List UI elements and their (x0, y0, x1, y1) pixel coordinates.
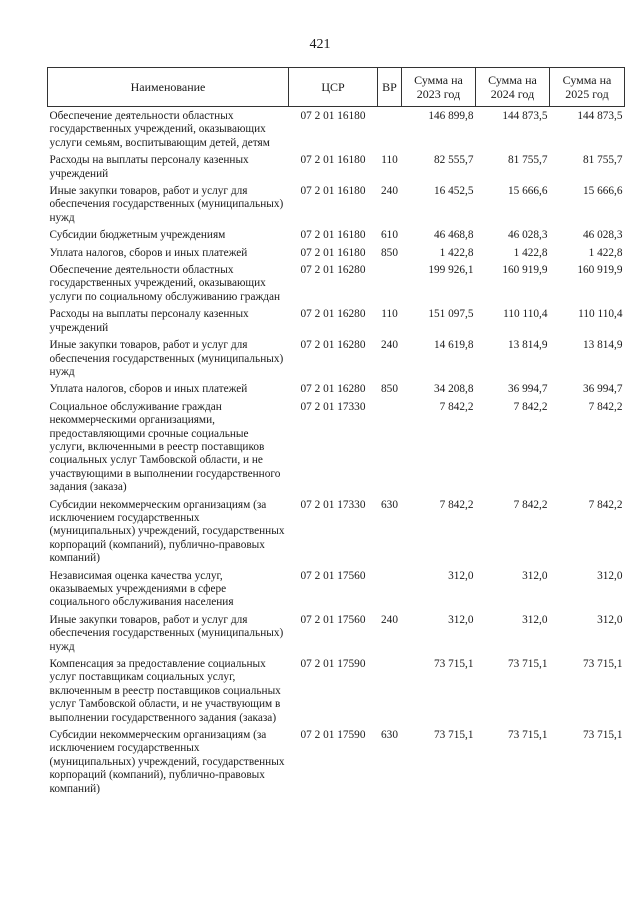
row-sum-2025: 110 110,4 (578, 308, 623, 321)
row-sum-2025: 312,0 (597, 569, 623, 582)
table-row (48, 401, 625, 499)
row-sum-2024: 110 110,4 (503, 308, 548, 321)
row-sum-2024: 81 755,7 (507, 154, 548, 167)
row-vr: 850 (381, 246, 398, 259)
row-sum-2023: 34 208,8 (433, 383, 474, 396)
row-vr: 850 (381, 383, 398, 396)
row-sum-2023: 199 926,1 (428, 264, 474, 277)
row-sum-2025: 13 814,9 (582, 339, 623, 352)
row-sum-2024: 7 842,2 (513, 400, 548, 413)
row-sum-2025: 7 842,2 (588, 498, 623, 511)
row-name: Иные закупки товаров, работ и услуг для обеспечения государственных (муниципальных) нужд (49, 613, 284, 653)
row-sum-2025: 312,0 (597, 613, 623, 626)
row-sum-2025: 144 873,5 (577, 110, 623, 122)
row-vr: 240 (381, 613, 398, 626)
page-number: 421 (309, 37, 331, 52)
row-name: Обеспечение деятельности областных государственных учреждений, оказывающих услуги семьям, воспитывающим детей, детям (49, 110, 270, 149)
table-header-row (48, 68, 625, 107)
row-csr: 07 2 01 17330 (300, 498, 366, 511)
row-vr: 110 (381, 308, 398, 321)
row-csr: 07 2 01 16180 (300, 229, 366, 242)
row-name: Социальное обслуживание граждан некоммерческими организациями, предоставляющими срочные социальные услуги, включенными в реестр поставщиков социальных услуг Тамбовской области, и не участвующими в выполнении государственного задания (заказа) (49, 400, 281, 494)
row-csr: 07 2 01 16280 (300, 339, 366, 352)
header-name: Наименование (48, 68, 289, 107)
row-sum-2023: 14 619,8 (433, 339, 474, 352)
row-csr: 07 2 01 16180 (300, 185, 366, 198)
row-sum-2025: 15 666,6 (582, 185, 623, 198)
row-sum-2025: 81 755,7 (582, 154, 623, 167)
row-csr: 07 2 01 16180 (300, 246, 366, 259)
budget-table (47, 67, 625, 800)
row-name: Иные закупки товаров, работ и услуг для обеспечения государственных (муниципальных) нужд (49, 339, 284, 378)
row-name: Субсидии некоммерческим организациям (за исключением государственных (муниципальных) учреждений, государственных корпораций (компаний), публично-правовых компаний) (49, 498, 285, 565)
table-row (48, 185, 625, 229)
table-row (48, 308, 625, 339)
row-name: Независимая оценка качества услуг, оказываемых учреждениями в сфере социального обслуживания населения (49, 569, 234, 609)
row-csr: 07 2 01 16280 (300, 264, 366, 277)
row-sum-2024: 1 422,8 (513, 246, 548, 259)
row-csr: 07 2 01 16180 (300, 110, 366, 122)
row-name: Уплата налогов, сборов и иных платежей (49, 383, 248, 396)
row-vr (378, 658, 402, 729)
header-csr: ЦСР (289, 68, 378, 107)
row-csr: 07 2 01 17590 (300, 658, 366, 671)
row-name: Субсидии бюджетным учреждениям (49, 229, 226, 242)
row-csr: 07 2 01 16280 (300, 383, 366, 396)
row-vr: 630 (381, 498, 398, 511)
table-row (48, 229, 625, 246)
table-row (48, 107, 625, 155)
row-sum-2023: 82 555,7 (433, 154, 474, 167)
header-vr: ВР (378, 68, 402, 107)
row-sum-2023: 16 452,5 (433, 185, 474, 198)
table-row (48, 570, 625, 614)
header-sum-2023: Сумма на 2023 год (402, 68, 476, 107)
row-csr: 07 2 01 16180 (300, 154, 366, 167)
row-csr: 07 2 01 17560 (300, 613, 366, 626)
table-row (48, 383, 625, 400)
row-sum-2024: 46 028,3 (507, 229, 548, 242)
row-sum-2025: 73 715,1 (582, 658, 623, 671)
row-sum-2024: 312,0 (522, 613, 548, 626)
row-sum-2023: 312,0 (448, 613, 474, 626)
row-sum-2024: 144 873,5 (502, 110, 548, 122)
header-sum-2025: Сумма на 2025 год (550, 68, 625, 107)
row-sum-2024: 312,0 (522, 569, 548, 582)
row-vr: 110 (381, 154, 398, 167)
table-row (48, 614, 625, 658)
row-vr (378, 570, 402, 614)
row-sum-2023: 151 097,5 (428, 308, 474, 321)
row-name: Субсидии некоммерческим организациям (за исключением государственных (муниципальных) учреждений, государственных корпораций (компаний), публично-правовых компаний) (49, 729, 285, 795)
row-name: Уплата налогов, сборов и иных платежей (49, 246, 248, 259)
table-row (48, 729, 625, 800)
row-vr: 610 (381, 229, 398, 242)
table-row (48, 154, 625, 185)
row-sum-2024: 160 919,9 (502, 264, 548, 277)
row-vr (378, 264, 402, 308)
row-csr: 07 2 01 17560 (300, 569, 366, 582)
row-sum-2025: 1 422,8 (588, 246, 623, 259)
row-sum-2025: 46 028,3 (582, 229, 623, 242)
row-name: Компенсация за предоставление социальных услуг поставщикам социальных услуг, включенным в реестр поставщиков социальных услуг Тамбовской области, и не участвующим в выполнении государственного задания (заказа) (49, 658, 281, 724)
row-name: Расходы на выплаты персоналу казенных учреждений (49, 154, 249, 180)
row-sum-2025: 73 715,1 (582, 729, 623, 742)
row-vr: 630 (381, 729, 398, 742)
row-sum-2023: 46 468,8 (433, 229, 474, 242)
row-sum-2023: 73 715,1 (433, 658, 474, 671)
row-csr: 07 2 01 17590 (300, 729, 366, 742)
row-sum-2025: 160 919,9 (577, 264, 623, 277)
row-name: Иные закупки товаров, работ и услуг для обеспечения государственных (муниципальных) нужд (49, 185, 284, 224)
row-sum-2025: 36 994,7 (582, 383, 623, 396)
row-csr: 07 2 01 16280 (300, 308, 366, 321)
row-vr (378, 401, 402, 499)
row-sum-2024: 36 994,7 (507, 383, 548, 396)
table-row (48, 499, 625, 570)
row-sum-2023: 312,0 (448, 569, 474, 582)
row-sum-2024: 7 842,2 (513, 498, 548, 511)
row-sum-2023: 73 715,1 (433, 729, 474, 742)
row-csr: 07 2 01 17330 (300, 400, 366, 413)
row-vr: 240 (381, 339, 398, 352)
table-row (48, 339, 625, 383)
row-sum-2024: 73 715,1 (507, 658, 548, 671)
row-sum-2023: 146 899,8 (428, 110, 474, 122)
row-sum-2024: 73 715,1 (507, 729, 548, 742)
row-sum-2023: 7 842,2 (439, 400, 474, 413)
table-row (48, 658, 625, 729)
row-vr (378, 107, 402, 155)
row-sum-2025: 7 842,2 (588, 400, 623, 413)
row-name: Расходы на выплаты персоналу казенных учреждений (49, 308, 249, 334)
row-name: Обеспечение деятельности областных государственных учреждений, оказывающих услуги по социальному обслуживанию граждан (49, 264, 281, 303)
header-sum-2024: Сумма на 2024 год (476, 68, 550, 107)
row-sum-2024: 13 814,9 (507, 339, 548, 352)
row-sum-2024: 15 666,6 (507, 185, 548, 198)
row-sum-2023: 1 422,8 (439, 246, 474, 259)
table-row (48, 264, 625, 308)
row-vr: 240 (381, 185, 398, 198)
table-row (48, 247, 625, 264)
row-sum-2023: 7 842,2 (439, 498, 474, 511)
